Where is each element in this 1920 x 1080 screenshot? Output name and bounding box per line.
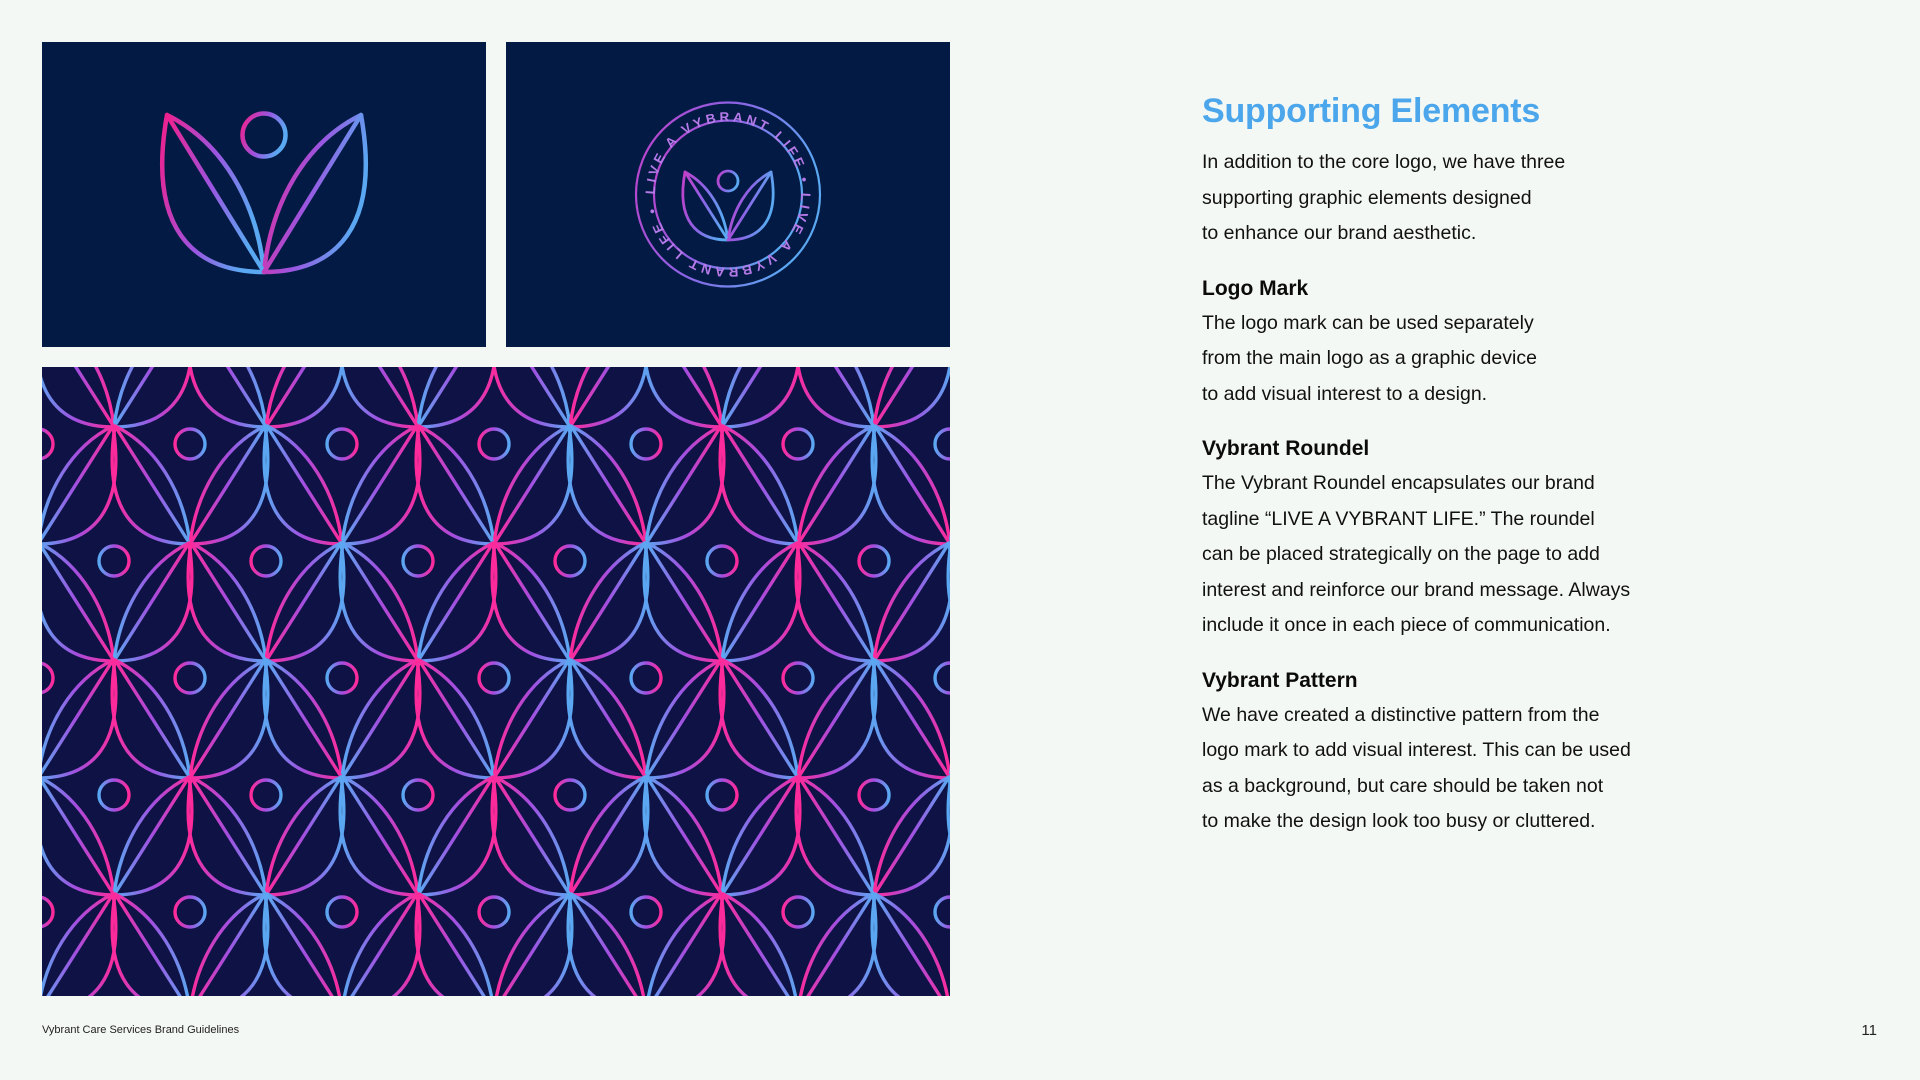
- pattern-lotus-tile: [340, 777, 496, 895]
- intro-line: In addition to the core logo, we have three: [1202, 151, 1566, 173]
- body-line: to add visual interest to a design.: [1202, 382, 1488, 405]
- pattern-lotus-tile: [264, 660, 420, 778]
- section-logo-mark: [1202, 274, 1672, 413]
- text-column: [1202, 92, 1672, 840]
- footer-document-title: Vybrant Care Services Brand Guidelines: [42, 1024, 240, 1036]
- pattern-lotus-tile: [872, 894, 950, 996]
- pattern-lotus-tile: [188, 367, 344, 427]
- roundel-tagline: LIVE A VYBRANT LIFE • LIVE A VYBRANT LIFE •: [642, 109, 814, 280]
- body-line: logo mark to add visual interest. This can be used: [1202, 739, 1631, 761]
- pattern-lotus-tile: [416, 426, 572, 544]
- pattern-lotus-tile: [264, 426, 420, 544]
- vybrant-roundel-icon: [506, 42, 950, 347]
- vybrant-pattern: [42, 367, 950, 996]
- body-line: We have created a distinctive pattern from the: [1202, 703, 1600, 726]
- section-heading: Vybrant Roundel: [1202, 437, 1370, 460]
- pattern-lotus-tile: [872, 660, 950, 778]
- logo-mark-panel: [42, 42, 486, 347]
- section-vybrant-roundel: [1202, 434, 1672, 644]
- section-heading: Vybrant Pattern: [1202, 668, 1358, 692]
- pattern-lotus-tile: [720, 894, 876, 996]
- body-line: from the main logo as a graphic device: [1202, 347, 1537, 369]
- pattern-lotus-tile: [796, 367, 950, 427]
- pattern-lotus-tile: [42, 543, 192, 661]
- pattern-lotus-tile: [720, 426, 876, 544]
- body-line: can be placed strategically on the page to add: [1202, 543, 1600, 565]
- pattern-lotus-tile: [492, 367, 648, 427]
- pattern-lotus-tile: [416, 660, 572, 778]
- pattern-lotus-tile: [568, 426, 724, 544]
- intro-paragraph: [1202, 145, 1672, 252]
- body-line: The Vybrant Roundel encapsulates our brand: [1202, 472, 1595, 494]
- pattern-lotus-tile: [188, 777, 344, 895]
- intro-line: to enhance our brand aesthetic.: [1202, 222, 1477, 244]
- pattern-lotus-tile: [644, 367, 800, 427]
- pattern-lotus-tile: [42, 660, 116, 778]
- vybrant-pattern-panel: [42, 367, 950, 996]
- vybrant-roundel-panel: [506, 42, 950, 347]
- lotus-person-icon: [42, 42, 486, 347]
- pattern-lotus-tile: [112, 660, 268, 778]
- pattern-lotus-tile: [796, 543, 950, 661]
- body-line: interest and reinforce our brand message. Always: [1202, 578, 1631, 601]
- section-heading: Logo Mark: [1202, 276, 1309, 300]
- pattern-lotus-tile: [42, 777, 192, 895]
- section-body: [1202, 698, 1672, 840]
- pattern-lotus-tile: [492, 777, 648, 895]
- page-number: 11: [1861, 1022, 1877, 1039]
- section-vybrant-pattern: [1202, 666, 1672, 840]
- pattern-lotus-tile: [872, 426, 950, 544]
- pattern-lotus-tile: [644, 777, 800, 895]
- section-body: [1202, 306, 1672, 413]
- pattern-lotus-tile: [416, 894, 572, 996]
- body-line: as a background, but care should be taken not: [1202, 774, 1604, 797]
- pattern-lotus-tile: [188, 543, 344, 661]
- pattern-lotus-tile: [492, 543, 648, 661]
- body-line: The logo mark can be used separately: [1202, 311, 1534, 334]
- pattern-lotus-tile: [112, 426, 268, 544]
- pattern-lotus-tile: [112, 894, 268, 996]
- pattern-lotus-tile: [568, 894, 724, 996]
- pattern-lotus-tile: [796, 777, 950, 895]
- pattern-lotus-tile: [264, 894, 420, 996]
- pattern-lotus-tile: [720, 660, 876, 778]
- pattern-lotus-tile: [340, 367, 496, 427]
- intro-line: supporting graphic elements designed: [1202, 186, 1532, 209]
- pattern-lotus-tile: [340, 543, 496, 661]
- body-line: tagline “LIVE A VYBRANT LIFE.” The roundel: [1202, 507, 1595, 530]
- body-line: to make the design look too busy or cluttered.: [1202, 810, 1596, 832]
- page-title: Supporting Elements: [1202, 92, 1541, 130]
- section-body: [1202, 466, 1672, 644]
- pattern-lotus-tile: [42, 894, 116, 996]
- pattern-lotus-tile: [42, 426, 116, 544]
- pattern-lotus-tile: [644, 543, 800, 661]
- body-line: include it once in each piece of communication.: [1202, 614, 1611, 636]
- pattern-lotus-tile: [568, 660, 724, 778]
- pattern-lotus-tile: [42, 367, 192, 427]
